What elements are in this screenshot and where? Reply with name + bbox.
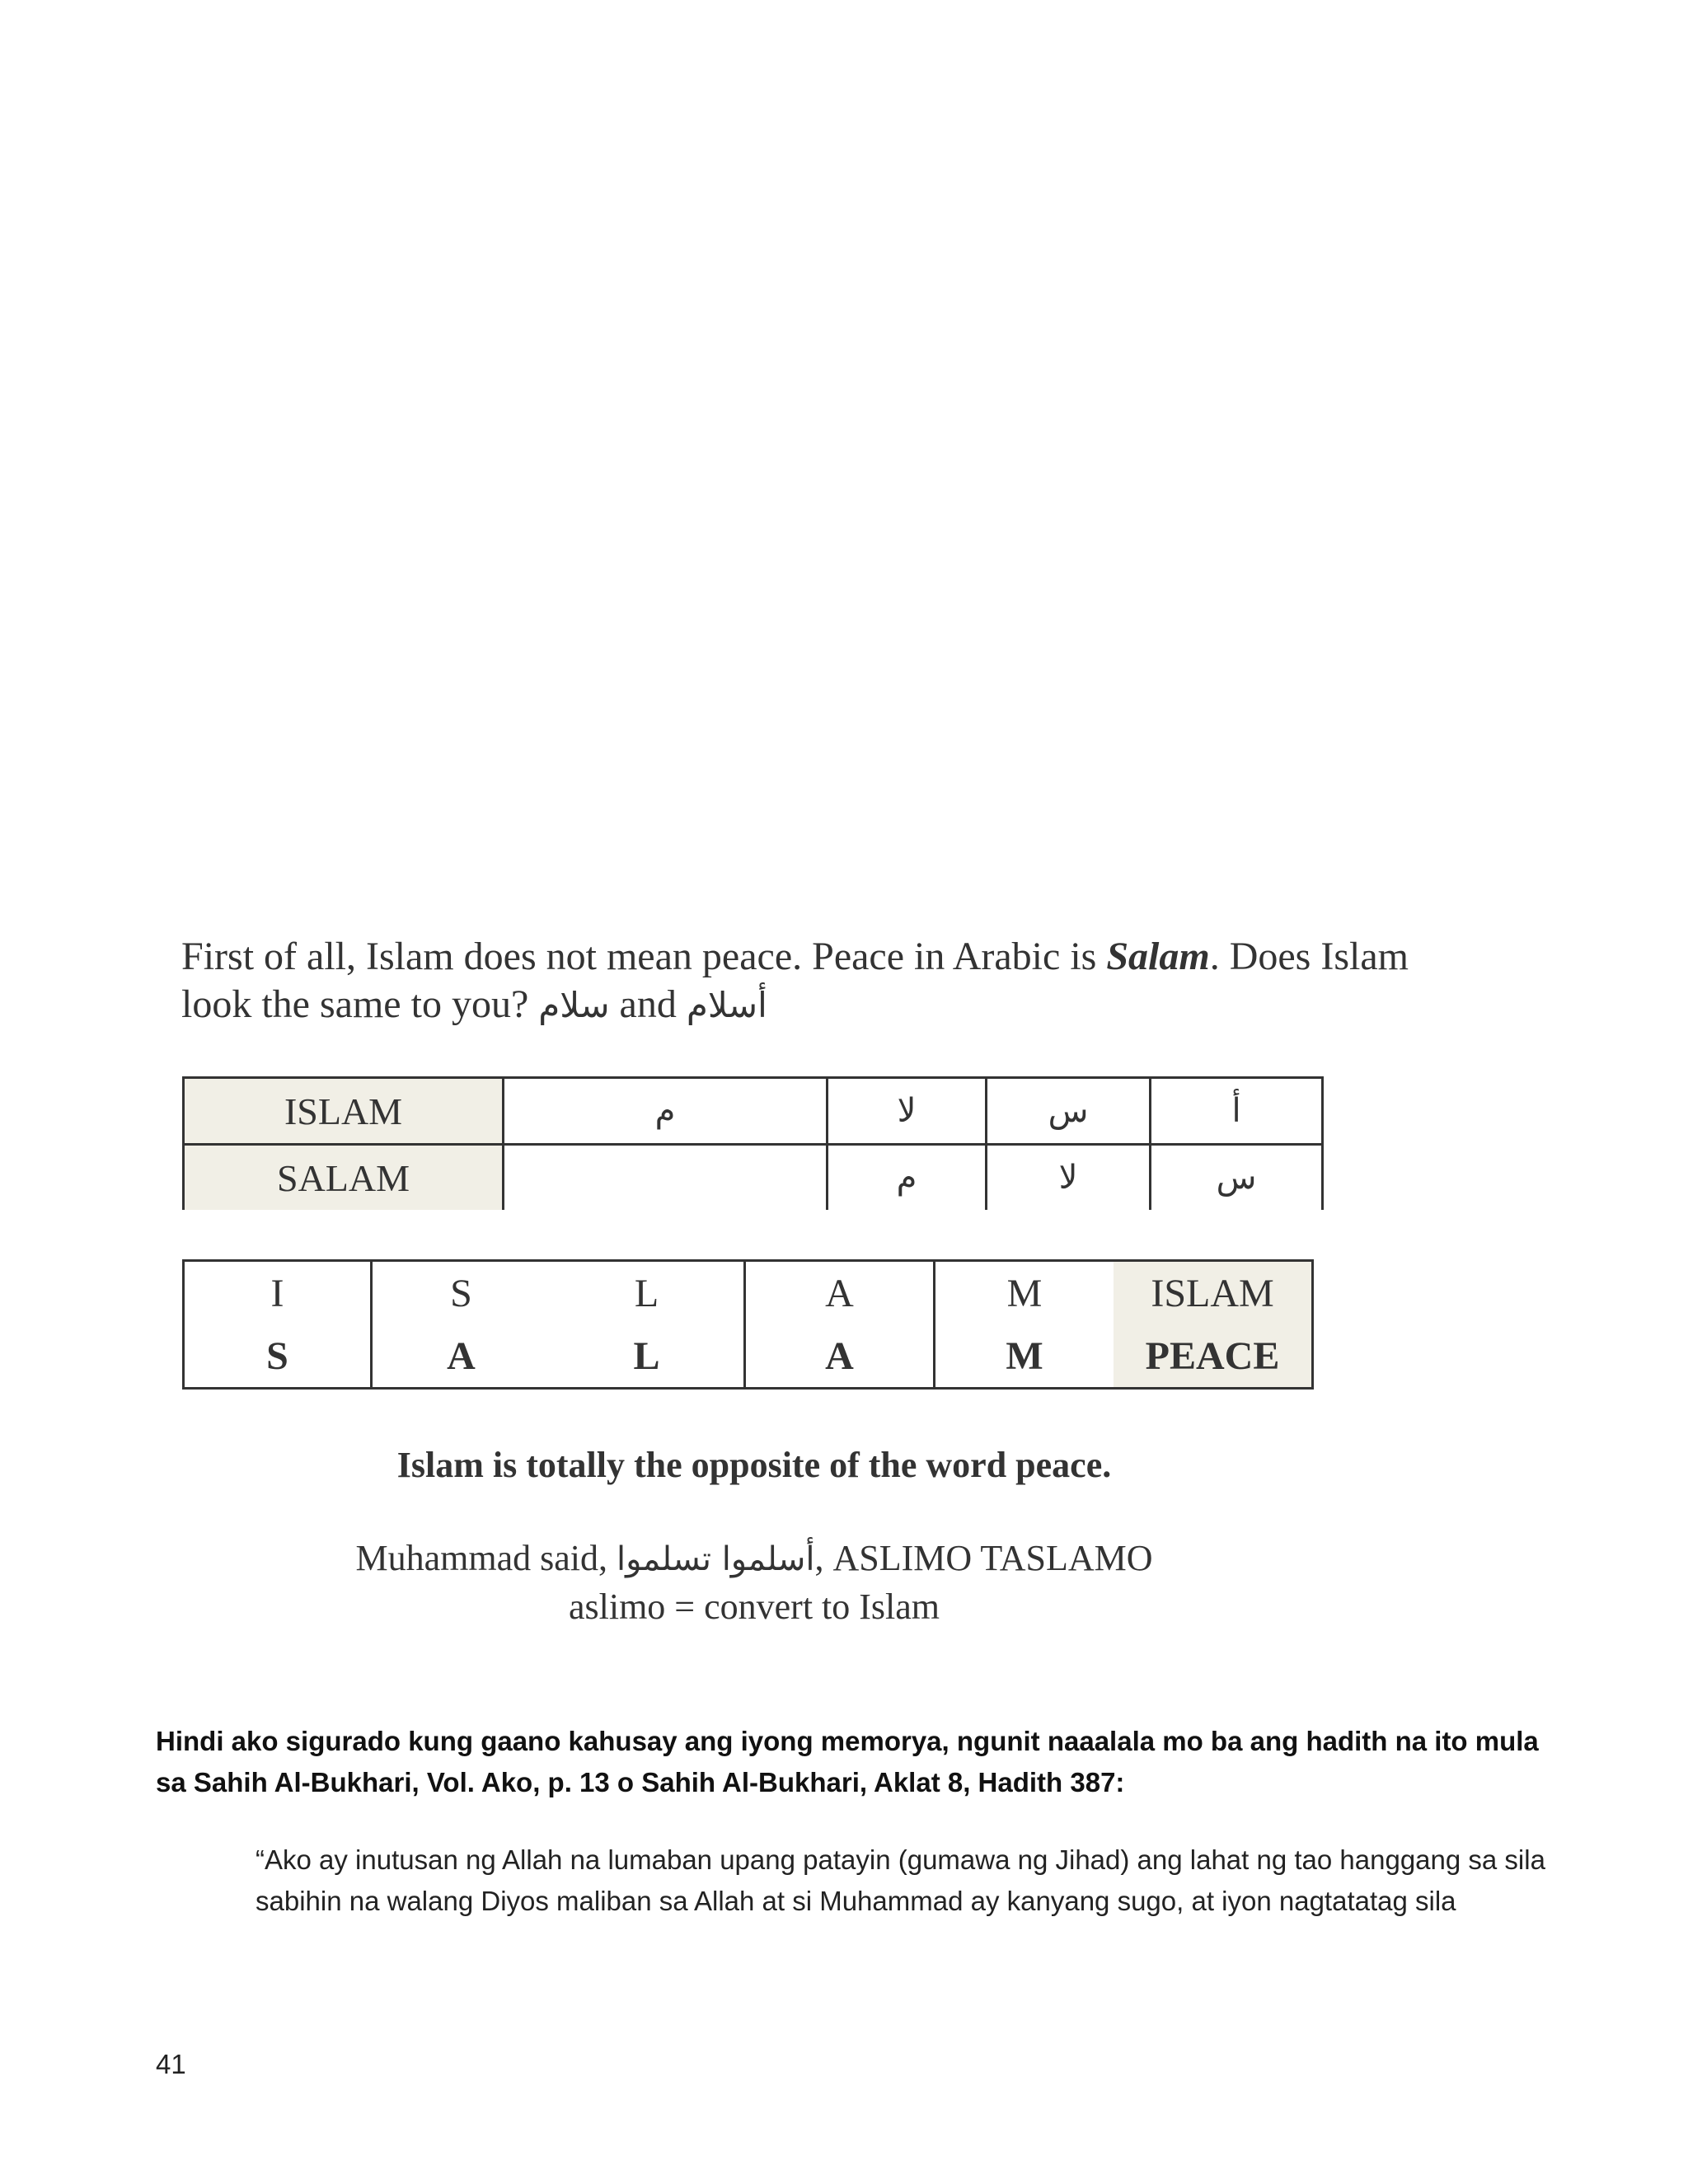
row-label: ISLAM	[184, 1078, 504, 1145]
arabic-salam: سلام	[538, 985, 610, 1025]
table-cell: A	[447, 1333, 476, 1378]
arabic-islam: أسلام	[686, 985, 767, 1025]
said-suffix: , ASLIMO TASLAMO	[814, 1538, 1153, 1578]
intro-text-2: . Does Islam look the same to you?	[181, 935, 1409, 1026]
said-prefix: Muhammad said,	[355, 1538, 617, 1578]
intro-paragraph	[181, 933, 1418, 1029]
arabic-phrase: أسلموا تسلموا	[617, 1540, 815, 1578]
table-cell: I	[184, 1261, 372, 1325]
intro-text: First of all, Islam does not mean peace. Peace in Arabic is	[181, 935, 1107, 978]
table-cell: A	[745, 1324, 935, 1389]
table-cell: أ	[1151, 1078, 1323, 1145]
table-cell: م	[828, 1145, 987, 1211]
muhammad-said-block	[181, 1535, 1327, 1631]
table-cell: L	[550, 1261, 745, 1325]
table-cell: M	[1006, 1333, 1043, 1378]
table-cell: S	[450, 1271, 472, 1315]
table-cell: س	[1151, 1145, 1323, 1211]
letters-table-arabic	[182, 1076, 1324, 1210]
table-cell: لا	[987, 1145, 1151, 1211]
table-row	[184, 1078, 1323, 1145]
table-cell: S	[184, 1324, 372, 1389]
table-cell: م	[504, 1078, 828, 1145]
table-row	[184, 1261, 1313, 1325]
and-word: and	[609, 982, 687, 1026]
tagline: Islam is totally the opposite of the word peace.	[396, 1445, 1112, 1485]
row-label: ISLAM	[1114, 1261, 1313, 1325]
row-label: SALAM	[184, 1145, 504, 1211]
table-cell: س	[987, 1078, 1151, 1145]
table-cell: لا	[828, 1078, 987, 1145]
table-cell	[504, 1145, 828, 1211]
table-cell: M	[1006, 1271, 1043, 1315]
said-line-2: aslimo = convert to Islam	[568, 1586, 940, 1627]
table-cell: A	[745, 1261, 935, 1325]
table-row	[184, 1324, 1313, 1389]
table-cell: L	[550, 1324, 745, 1389]
hadith-quote: “Ako ay inutusan ng Allah na lumaban upang patayin (gumawa ng Jihad) ang lahat ng tao hanggang sa sila sabihin na walang Diyos maliban sa Allah at si Muhammad ay kanyang sugo, at iyon nagtatatag sila	[256, 1844, 1545, 1916]
page-number: 41	[156, 2049, 186, 2079]
said-line-1	[181, 1535, 1327, 1583]
salam-word: Salam	[1106, 935, 1210, 978]
bold-paragraph: Hindi ako sigurado kung gaano kahusay ang iyong memorya, ngunit naaalala mo ba ang hadith na ito mula sa Sahih Al-Bukhari, Vol. Ako, p. 13 o Sahih Al-Bukhari, Aklat 8, Hadith 387:	[156, 1726, 1539, 1797]
letters-table-latin	[182, 1259, 1314, 1390]
table-row	[184, 1145, 1323, 1211]
row-label: PEACE	[1114, 1324, 1313, 1389]
